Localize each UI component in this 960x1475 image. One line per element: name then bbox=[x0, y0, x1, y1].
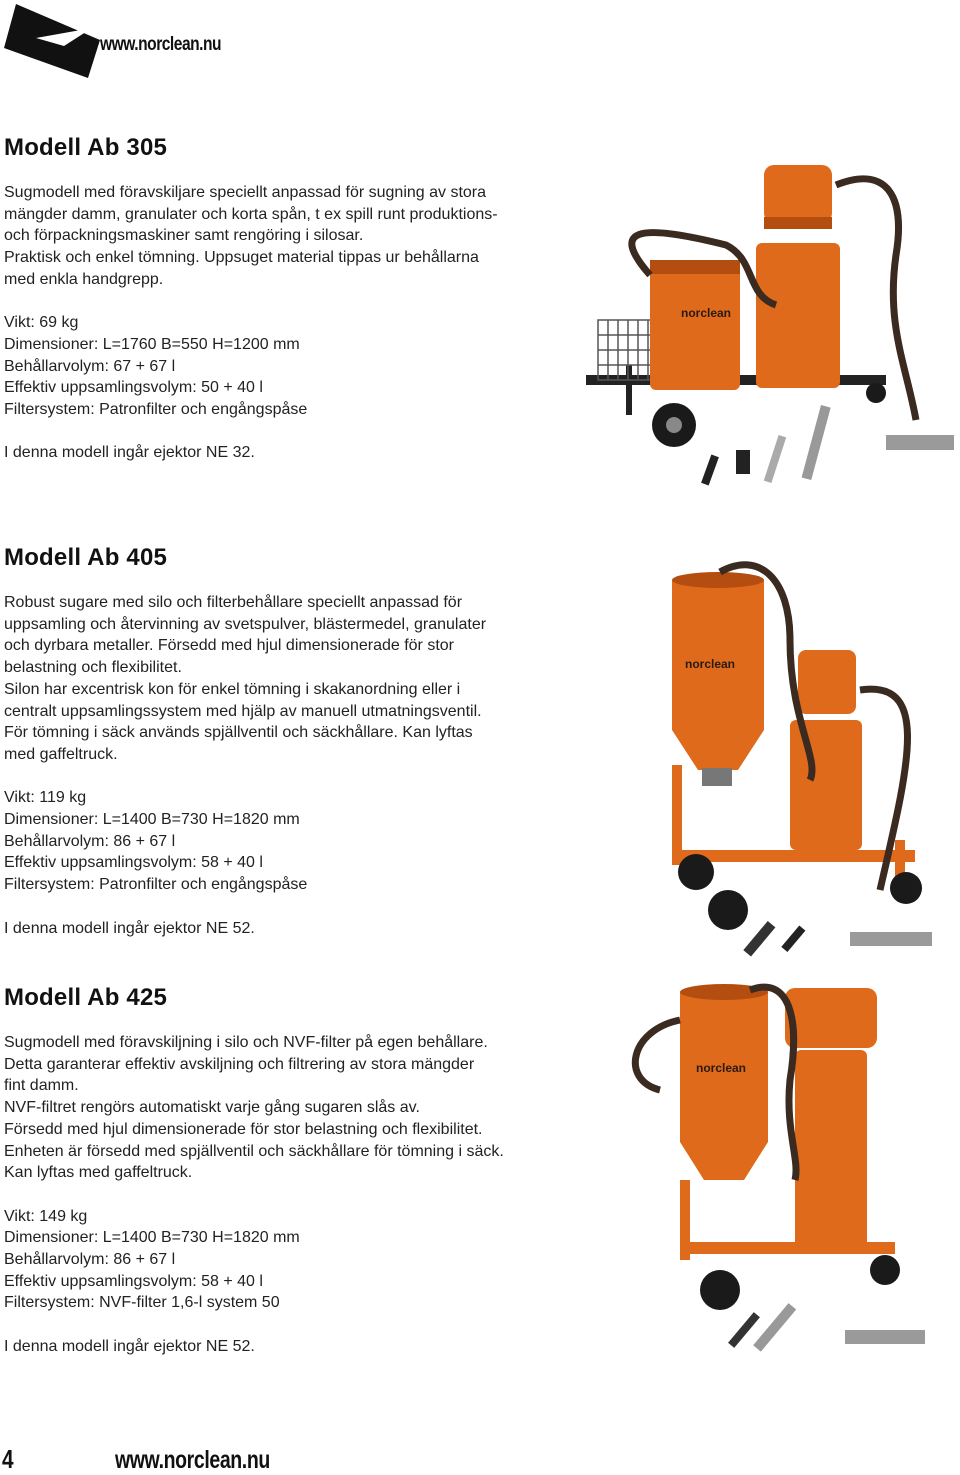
svg-text:norclean: norclean bbox=[681, 306, 732, 320]
norclean-logo-icon bbox=[4, 4, 100, 78]
spec-weight: Vikt: 119 kg bbox=[4, 789, 87, 807]
model-description: Sugmodell med föravskiljare speciellt anpassad för sugning av stora mängder damm, granulater och korta spån, t ex spill runt produktions- och förpackningsmaskiner samt rengöring i silosar. Praktisk och enkel tömning. Uppsuget material tippas ur behållarna med enkla handgrepp. bbox=[4, 184, 498, 288]
spec-collection: Effektiv uppsamlingsvolym: 58 + 40 l bbox=[4, 854, 263, 872]
vacuum-silo-ab405-icon bbox=[640, 560, 940, 960]
spec-dimensions: Dimensioner: L=1400 B=730 H=1820 mm bbox=[4, 811, 300, 829]
spec-collection: Effektiv uppsamlingsvolym: 50 + 40 l bbox=[4, 379, 263, 397]
model-title: Modell Ab 405 bbox=[4, 544, 168, 571]
model-description: Sugmodell med föravskiljning i silo och NVF-filter på egen behållare. Detta garanterar effektiv avskiljning och filtrering av stora mängder fint damm. NVF-filtret rengörs automatiskt varje gång sugaren slås av. Försedd med hjul dimensionerade för stor belastning och flexibilitet. Enheten är försedd med spjällventil och säckhållare för tömning i säck. Kan lyftas med gaffeltruck. bbox=[4, 1034, 504, 1182]
vacuum-silo-ab425-icon bbox=[620, 980, 940, 1360]
spec-ejector: I denna modell ingår ejektor NE 52. bbox=[4, 919, 255, 937]
spec-filter: Filtersystem: Patronfilter och engångspåse bbox=[4, 401, 308, 419]
spec-container: Behållarvolym: 86 + 67 l bbox=[4, 1251, 176, 1269]
svg-text:norclean: norclean bbox=[696, 1061, 747, 1075]
model-title: Modell Ab 425 bbox=[4, 984, 168, 1011]
spec-ejector: I denna modell ingår ejektor NE 32. bbox=[4, 444, 255, 462]
svg-text:norclean: norclean bbox=[685, 657, 736, 671]
model-section-ab425 bbox=[4, 984, 584, 1358]
spec-container: Behållarvolym: 67 + 67 l bbox=[4, 357, 176, 375]
model-section-ab305 bbox=[4, 134, 584, 464]
header-site-link[interactable]: www.norclean.nu bbox=[100, 34, 222, 55]
spec-ejector: I denna modell ingår ejektor NE 52. bbox=[4, 1337, 255, 1355]
vacuum-cart-ab305-icon bbox=[586, 165, 956, 490]
spec-filter: Filtersystem: Patronfilter och engångspåse bbox=[4, 876, 308, 894]
footer-site-link[interactable]: www.norclean.nu bbox=[115, 1446, 270, 1474]
model-section-ab405 bbox=[4, 544, 584, 939]
spec-dimensions: Dimensioner: L=1760 B=550 H=1200 mm bbox=[4, 335, 300, 353]
spec-collection: Effektiv uppsamlingsvolym: 58 + 40 l bbox=[4, 1272, 263, 1290]
page-number: 4 bbox=[2, 1444, 14, 1474]
spec-container: Behållarvolym: 86 + 67 l bbox=[4, 832, 176, 850]
spec-weight: Vikt: 69 kg bbox=[4, 314, 79, 332]
spec-weight: Vikt: 149 kg bbox=[4, 1207, 88, 1225]
spec-dimensions: Dimensioner: L=1400 B=730 H=1820 mm bbox=[4, 1229, 300, 1247]
spec-filter: Filtersystem: NVF-filter 1,6-l system 50 bbox=[4, 1294, 280, 1312]
model-title: Modell Ab 305 bbox=[4, 134, 168, 161]
model-description: Robust sugare med silo och filterbehållare speciellt anpassad för uppsamling och återvinning av svetspulver, blästermedel, granulater och dyrbara metaller. Försedd med hjul dimensionerade för stor belastning och flexibilitet. Silon har excentrisk kon för enkel tömning i skakanordning eller i centralt uppsamlingssystem med hjälp av manuell utmatningsventil. För tömning i säck används spjällventil och säckhållare. Kan lyftas med gaffeltruck. bbox=[4, 594, 487, 763]
